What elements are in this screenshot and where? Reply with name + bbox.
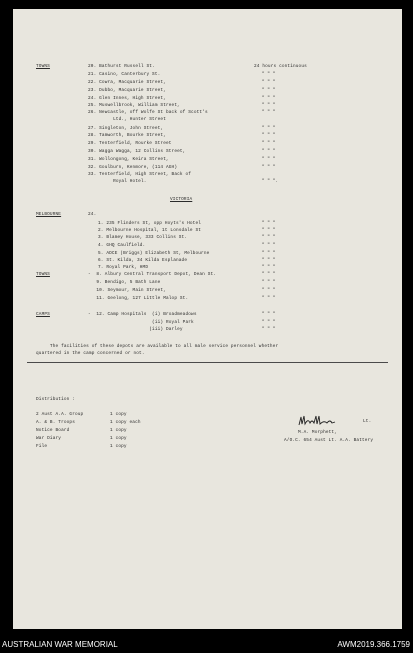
distribution-heading: Distribution : [36,397,75,402]
list-item: 1. 235 Flinders St, opp Hoyts's Hotel [98,221,202,226]
melbourne-number: 24. [88,212,97,217]
footer-archive-name: AUSTRALIAN WAR MEMORIAL [2,640,118,649]
list-item: 9. Bendigo, 5 Bath Lane [88,280,161,285]
distribution-qty: 1 copy [110,428,127,433]
distribution-qty: 1 copy [110,436,127,441]
list-item: 2. Melbourne Hospital, 1t Lonsdale St [98,228,202,233]
list-item: 3. Blamey House, 333 Collins St. [98,235,188,240]
list-item: 27. Singleton, John Street, [88,126,164,131]
distribution-recipient: File [36,444,48,449]
hours-heading: 24 hours continuous [254,64,307,69]
list-item: 24. Glen Innes, High Street, [88,96,166,101]
list-item: 20. Bathurst Russell St. [88,64,155,69]
list-item: Royal Hotel. [88,179,147,184]
list-item: 33. Tenterfield, High Street, Back of [88,172,192,177]
list-item: 10. Seymour, Main Street, [88,288,166,293]
list-item: 11. Geelong, 127 Little Malop St. [88,296,189,301]
distribution-recipient: A. & B. Troops [36,420,75,425]
list-item: 31. Wollongong, Keira Street, [88,157,169,162]
list-item: 26. Newcastle, off Wolfe St back of Scott's [88,110,208,115]
handwritten-signature [297,414,353,428]
archive-footer [0,636,413,653]
distribution-recipient: Notice Board [36,428,70,433]
list-item: 5. ADCE (Briggs) Elizabeth St, Melbourne [98,251,210,256]
distribution-recipient: War Diary [36,436,62,441]
signature-title: A/O.C. 654 Aust Lt. A.A. Battery [284,438,374,443]
list-item: Ltd., Hunter Street [88,117,166,122]
list-item: 28. Tamworth, Bourke Street, [88,133,166,138]
camps-label: CAMPS [36,312,50,317]
list-item: (ii) Royal Park [88,320,194,325]
distribution-qty: 1 copy [110,444,127,449]
signature-name: M.A. Morphett, [298,430,337,435]
distribution-recipient: 2 Aust A.A. Group [36,412,84,417]
list-item: 32. Goulburn, Kenmore, (114 AGH) [88,165,178,170]
distribution-qty: 1 copy [110,412,127,417]
towns-label: TOWNS [36,64,50,69]
divider [27,362,388,363]
list-item: 6. St. Kilda, 34 Kilda Esplanade [98,258,188,263]
list-item: (iii) Darley [88,327,183,332]
melbourne-label: MELBOURNE [36,212,62,217]
list-item: 21. Casino, Canterbury St. [88,72,161,77]
list-item: 23. Dubbo, Macquarie Street, [88,88,166,93]
facilities-note-line: quartered in the camp concerned or not. [36,351,145,356]
list-item: 25. Muswellbrook, William Street, [88,103,180,108]
list-item: 30. Wagga Wagga, 12 Collins Street, [88,149,186,154]
list-item: 22. Cowra, Macquarie Street, [88,80,166,85]
footer-accession-number: AWM2019.366.1759 [337,640,410,649]
list-item: - 8. Albury Central Transport Depot, Dean St. [88,272,217,277]
document-page: TOWNS 24 hours continuous 20. Bathurst Russell St. 21. Casino, Canterbury St. 22. Cowra, Macquarie Street, 23. Dubbo, Macquarie Street, 24. Glen Innes, High Street, 25. Muswellbrook, William Street, 26. Newcastle, off Wolfe St back of Scott's Ltd., Hunter Street 27. Singleton, John Street, 28. Tamworth, Bourke Street, 29. Tenterfield, Rourke Street 30. Wagga Wagga, 12 Collins Street, 31. Wollongong, Keira Street, 32. Goulburn, Kenmore, (114 AGH) 33. Tenterfield, High Street, Back of Royal Hotel. VICTORIA MELBOURNE 24. 1. 235 Flinders St, opp Hoyts's Hotel 2. Melbourne Hospital, 1t Lonsdale St 3. Blamey House, 333 Collins St. 4. GHQ Caulfield. 5. ADCE (Briggs) Elizabeth St, Melbourne 6. St. Kilda, 34 Kilda Esplanade 7. Royal Park, HMD TOWNS - 8. Albury Central Transport Depot, Dean St. 9. Bendigo, 5 Bath Lane 10. Seymour, Main Street, 11. Geelong, 127 Little Malop St. CAMPS - 12. Camp Hospitals (i) Broadmeadows (ii) Royal Park (iii) Darley " " " " " " " " " " " " " " " " " " " " " " " " " " " " " " " " " " " " " " ". " " " " " " " " " " " " " " " " " " " " " " " " " " " " " " " " " " " " " " " " " " The facilities of these depots are available to all male service personnel whether quartered in the camp concerned or not. Distribution : 2 Aust A.A. Group 1 copy A. & B. Troops 1 copy each Notice Board 1 copy War Diary 1 copy File 1 copy Lt. M.A. Morphett, A/O.C. 654 Aust Lt. A.A. Battery [13,9,402,629]
list-item: - 12. Camp Hospitals (i) Broadmeadows [88,312,197,317]
facilities-note-line: The facilities of these depots are available to all male service personnel whether [36,344,279,349]
vic-towns-label: TOWNS [36,272,50,277]
list-item: 7. Royal Park, HMD [98,265,149,270]
list-item: 29. Tenterfield, Rourke Street [88,141,172,146]
victoria-heading: VICTORIA [170,197,193,202]
signature-rank: Lt. [363,419,372,424]
list-item: 4. GHQ Caulfield. [98,243,146,248]
distribution-qty: 1 copy each [110,420,141,425]
